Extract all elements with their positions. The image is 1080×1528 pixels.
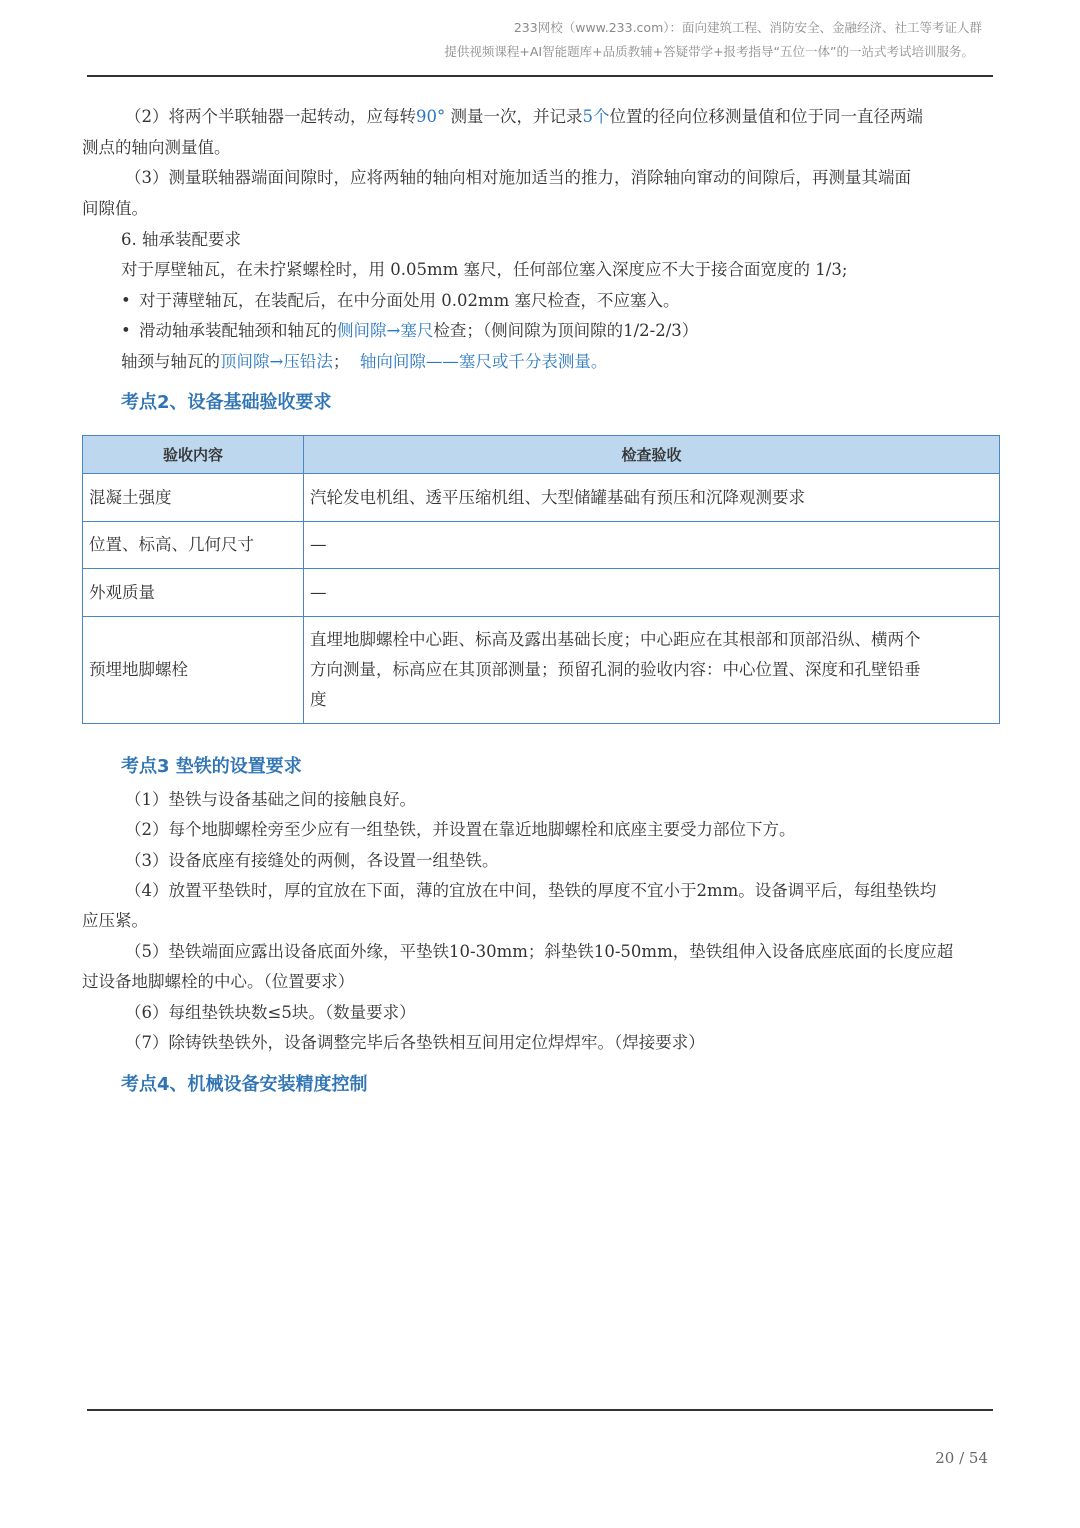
table-row	[83, 522, 1000, 569]
highlight-text: 轴向间隙——塞尺或千分表测量	[359, 352, 591, 371]
highlight-text: 侧间隙→塞尺	[337, 321, 434, 340]
table-cell-item: 外观质量	[83, 569, 304, 617]
table-cell-check	[304, 617, 1000, 724]
table-cell-item: 混凝土强度	[83, 474, 304, 522]
clearance-para	[121, 352, 607, 372]
bullet-item	[121, 291, 680, 311]
table-header-cell: 检查验收	[304, 436, 1000, 474]
section-4-heading: 考点4、机械设备安装精度控制	[121, 1074, 368, 1095]
table-header-row	[83, 436, 1000, 474]
para-2	[125, 107, 923, 127]
list-item: （4）放置平垫铁时，厚的宜放在下面，薄的宜放在中间，垫铁的厚度不宜小于2mm。设备调平后，每组垫铁均	[125, 881, 937, 900]
list-item: （3）设备底座有接缝处的两侧，各设置一组垫铁。	[125, 851, 499, 870]
highlight-text: 。	[590, 352, 608, 371]
list-item: （1）垫铁与设备基础之间的接触良好。	[125, 790, 416, 809]
list-item-cont: 过设备地脚螺栓的中心。（位置要求）	[82, 972, 355, 991]
text: 对于薄壁轴瓦，在装配后，在中分面处用 0.02mm 塞尺检查，不应塞入。	[139, 291, 680, 310]
bullet-icon: •	[121, 291, 131, 310]
footer-divider	[87, 1409, 993, 1411]
cell-line: 度	[310, 690, 327, 709]
list-item: （2）每个地脚螺栓旁至少应有一组垫铁，并设置在靠近地脚螺栓和底座主要受力部位下方。	[125, 820, 796, 839]
highlight-text: 90°	[416, 107, 446, 126]
highlight-text: 5个	[582, 107, 610, 126]
cell-line: 直埋地脚螺栓中心距、标高及露出基础长度；中心距应在其根部和顶部沿纵、横两个	[310, 630, 921, 649]
bullet-item	[121, 321, 698, 341]
para-3-cont: 间隙值。	[82, 199, 148, 218]
table-cell-check: 汽轮发电机组、透平压缩机组、大型储罐基础有预压和沉降观测要求	[304, 474, 1000, 522]
section-6-title: 6. 轴承装配要求	[121, 230, 241, 249]
text: ；	[332, 352, 350, 371]
para-3: （3）测量联轴器端面间隙时，应将两轴的轴向相对施加适当的推力，消除轴向窜动的间隙后，再测量其端面	[125, 168, 911, 187]
header-service-line: 提供视频课程+AI智能题库+品质教辅+答疑带学+报考指导“五位一体”的一站式考试培训服务。	[444, 44, 974, 59]
table-cell-item: 位置、标高、几何尺寸	[83, 522, 304, 569]
list-item: （7）除铸铁垫铁外，设备调整完毕后各垫铁相互间用定位焊焊牢。（焊接要求）	[125, 1033, 705, 1052]
table-cell-check: —	[304, 522, 1000, 569]
table-row	[83, 617, 1000, 724]
list-item: （6）每组垫铁块数≤5块。（数量要求）	[125, 1003, 416, 1022]
header-brand-line: 233网校（www.233.com）：面向建筑工程、消防安全、金融经济、社工等考证人群	[513, 20, 982, 35]
table-cell-item: 预埋地脚螺栓	[83, 617, 304, 724]
page-number: 20 / 54	[935, 1449, 988, 1467]
text: 测量一次，并记录	[450, 107, 583, 126]
para-2-cont: 测点的轴向测量值。	[82, 138, 231, 157]
text: 滑动轴承装配轴颈和轴瓦的	[139, 321, 337, 340]
section-2-heading: 考点2、设备基础验收要求	[121, 392, 332, 413]
text: 检查；（侧间隙为顶间隙的1/2-2/3）	[433, 321, 699, 340]
section-3-heading: 考点3 垫铁的设置要求	[121, 756, 302, 777]
text: 位置的径向位移测量值和位于同一直径两端	[609, 107, 923, 126]
foundation-acceptance-table	[82, 435, 1000, 724]
header-divider	[87, 75, 993, 77]
text: （2）将两个半联轴器一起转动，应每转	[125, 107, 416, 126]
cell-line: 方向测量，标高应在其顶部测量；预留孔洞的验收内容：中心位置、深度和孔壁铅垂	[310, 660, 921, 679]
table-row	[83, 569, 1000, 617]
text: 轴颈与轴瓦的	[121, 352, 220, 371]
table-row	[83, 474, 1000, 522]
list-item: （5）垫铁端面应露出设备底面外缘，平垫铁10-30mm；斜垫铁10-50mm，垫铁组伸入设备底座底面的长度应超	[125, 942, 954, 961]
table-cell-check: —	[304, 569, 1000, 617]
section-6-para: 对于厚壁轴瓦，在未拧紧螺栓时，用 0.05mm 塞尺，任何部位塞入深度应不大于接合面宽度的 1/3;	[121, 260, 848, 279]
list-item-cont: 应压紧。	[82, 911, 148, 930]
bullet-icon: •	[121, 321, 131, 340]
highlight-text: 顶间隙→压铅法	[220, 352, 333, 371]
table-header-cell: 验收内容	[83, 436, 304, 474]
